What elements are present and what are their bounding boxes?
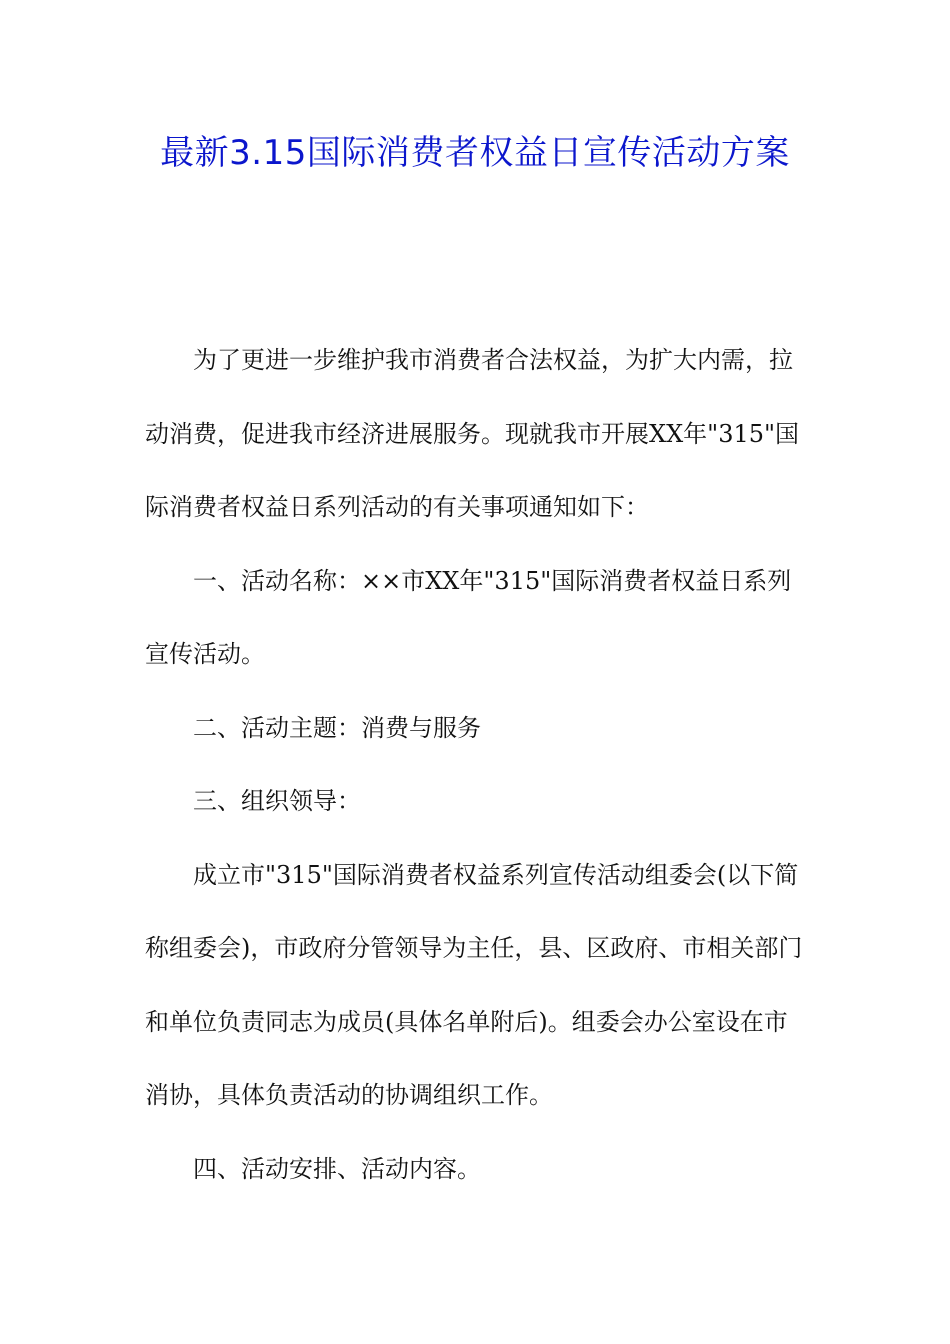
text-line: 为了更进一步维护我市消费者合法权益，为扩大内需，拉 [193, 346, 793, 374]
text-line: 成立市"315"国际消费者权益系列宣传活动组委会(以下简 [193, 860, 799, 889]
paragraph-activity-name [145, 545, 807, 692]
document-title: 最新3.15国际消费者权益日宣传活动方案 [160, 133, 790, 173]
text-line: 三、组织领导： [193, 787, 361, 815]
text-line: 一、活动名称：××市XX年"315"国际消费者权益日系列 [193, 566, 792, 595]
text-line: 二、活动主题：消费与服务 [193, 713, 481, 742]
text-line: 四、活动安排、活动内容。 [193, 1154, 481, 1183]
paragraph-committee [145, 839, 807, 1133]
text-line: 宣传活动。 [145, 640, 265, 668]
text-line: 消协，具体负责活动的协调组织工作。 [145, 1081, 553, 1109]
document-body [145, 324, 807, 1206]
text-line: 动消费，促进我市经济进展服务。现就我市开展XX年"315"国 [145, 419, 800, 448]
text-line: 际消费者权益日系列活动的有关事项通知如下： [145, 493, 649, 521]
text-line: 和单位负责同志为成员(具体名单附后)。组委会办公室设在市 [145, 1007, 788, 1036]
paragraph-activity-theme [145, 692, 807, 766]
paragraph-arrangement-heading [145, 1133, 807, 1207]
paragraph-organization-heading [145, 765, 807, 839]
paragraph-intro [145, 324, 807, 545]
text-line: 称组委会)，市政府分管领导为主任，县、区政府、市相关部门 [145, 934, 803, 962]
